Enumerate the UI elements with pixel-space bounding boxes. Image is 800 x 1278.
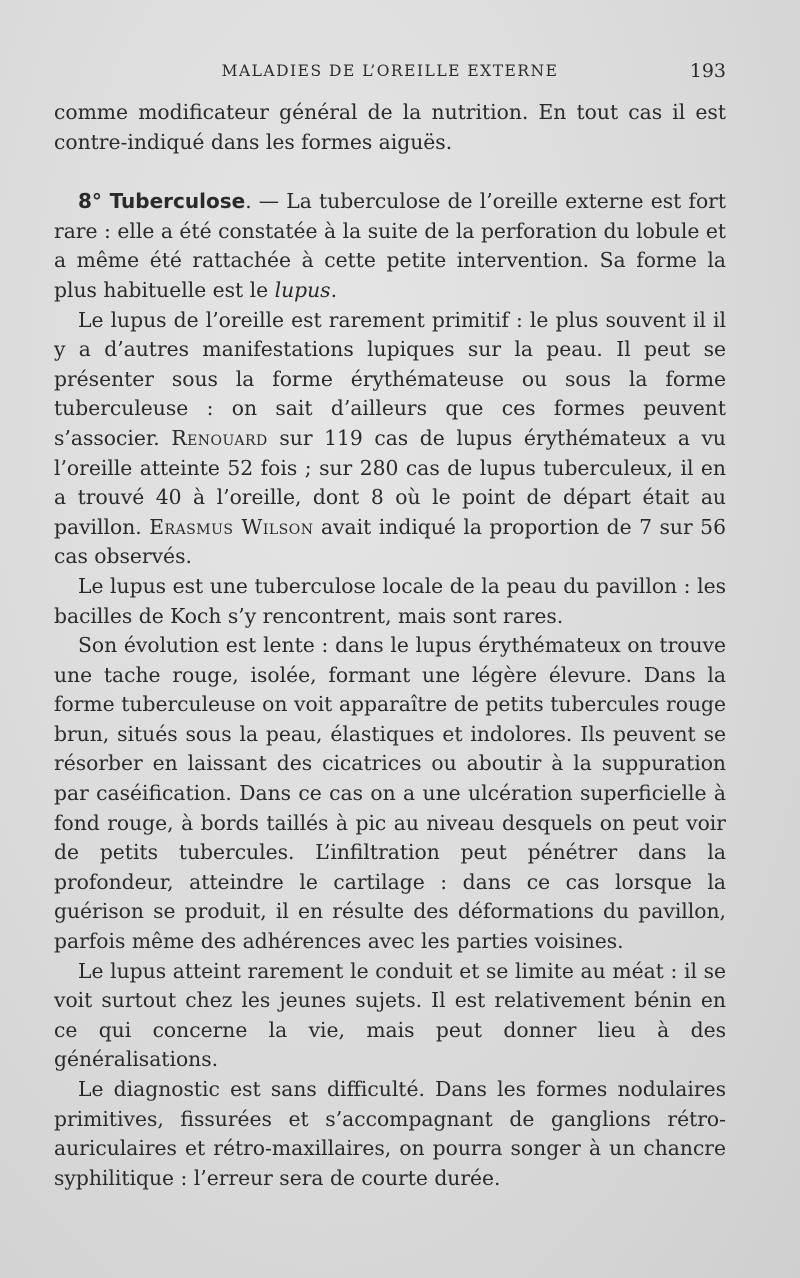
paragraph-tuberculose-locale	[54, 572, 726, 631]
paragraph-lupus-oreille	[54, 306, 726, 572]
paragraph-continuation	[54, 98, 726, 157]
paragraph-text: Le lupus est une tuberculose locale de la peau du pavillon : les bacilles de Koch s’y rencontrent, mais sont rares.	[54, 573, 726, 628]
page-number: 193	[689, 60, 726, 82]
book-page	[54, 58, 726, 1193]
running-title: MALADIES DE L’OREILLE EXTERNE	[221, 62, 559, 80]
paragraph-text: sur 119 cas de lupus érythémateux a vu l’oreille atteinte 52 fois ; sur 280 cas de lupus tuberculeux, il en a trouvé 40 à l’oreille, dont 8 où le point de départ était au pavillon.	[54, 425, 726, 539]
paragraph-tuberculose	[54, 187, 726, 305]
paragraph-text: comme modificateur général de la nutrition. En tout cas il est contre-indiqué dans les formes aiguës.	[54, 100, 726, 154]
paragraph-text: avait indiqué la proportion de 7 sur 56 cas observés.	[54, 514, 726, 569]
paragraph-evolution	[54, 631, 726, 957]
paragraph-text: . — La tuberculose de l’oreille externe est fort rare : elle a été constatée à la suite de la perforation du lobule et a même été rattachée à cette petite intervention. Sa forme la plus habituelle est le	[54, 189, 726, 302]
paragraph-text: Le diagnostic est sans difficulté. Dans les formes nodulaires primitives, fissurées et s’accompagnant de ganglions rétro-auriculaires et rétro-maxillaires, on pourra songer à un chancre syphilitique : l’erreur sera de courte durée.	[54, 1077, 726, 1190]
italic-term: lupus	[274, 277, 331, 302]
paragraph-text: Le lupus atteint rarement le conduit et se limite au méat : il se voit surtout chez les jeunes sujets. Il est relativement bénin en ce qui concerne la vie, mais peut donner lieu à des généralisations.	[54, 958, 726, 1072]
paragraph-text: .	[330, 277, 338, 302]
paragraph-conduit	[54, 957, 726, 1075]
body-text	[54, 98, 726, 1193]
page-header	[54, 58, 726, 98]
paragraph-text: Son évolution est lente : dans le lupus érythémateux on trouve une tache rouge, isolée, formant une légère élevure. Dans la forme tuberculeuse on voit apparaître de petits tubercules rouge brun, situés sous la peau, élastiques et indolores. Ils peuvent se résorber en laissant des cicatrices ou aboutir à la suppuration par caséification. Dans ce cas on a une ulcération superficielle à fond rouge, à bords taillés à pic au niveau desquels on peut voir de petits tubercules. L’infiltration peut pénétrer dans la profondeur, atteindre le cartilage : dans ce cas lorsque la guérison se produit, il en résulte des déformations du pavillon, parfois même des adhérences avec les parties voisines.	[54, 633, 726, 954]
author-name: Erasmus Wilson	[149, 514, 314, 539]
author-name: Renouard	[171, 425, 268, 450]
paragraph-diagnostic	[54, 1075, 726, 1193]
paragraph-text: Le lupus de l’oreille est rarement primitif : le plus souvent il il y a d’autres manifestations lupiques sur la peau. Il peut se présenter sous la forme érythémateuse ou sous la forme tuberculeuse : on sait d’ailleurs que ces formes peuvent s’associer.	[54, 307, 726, 450]
section-heading: 8° Tuberculose	[78, 189, 246, 214]
